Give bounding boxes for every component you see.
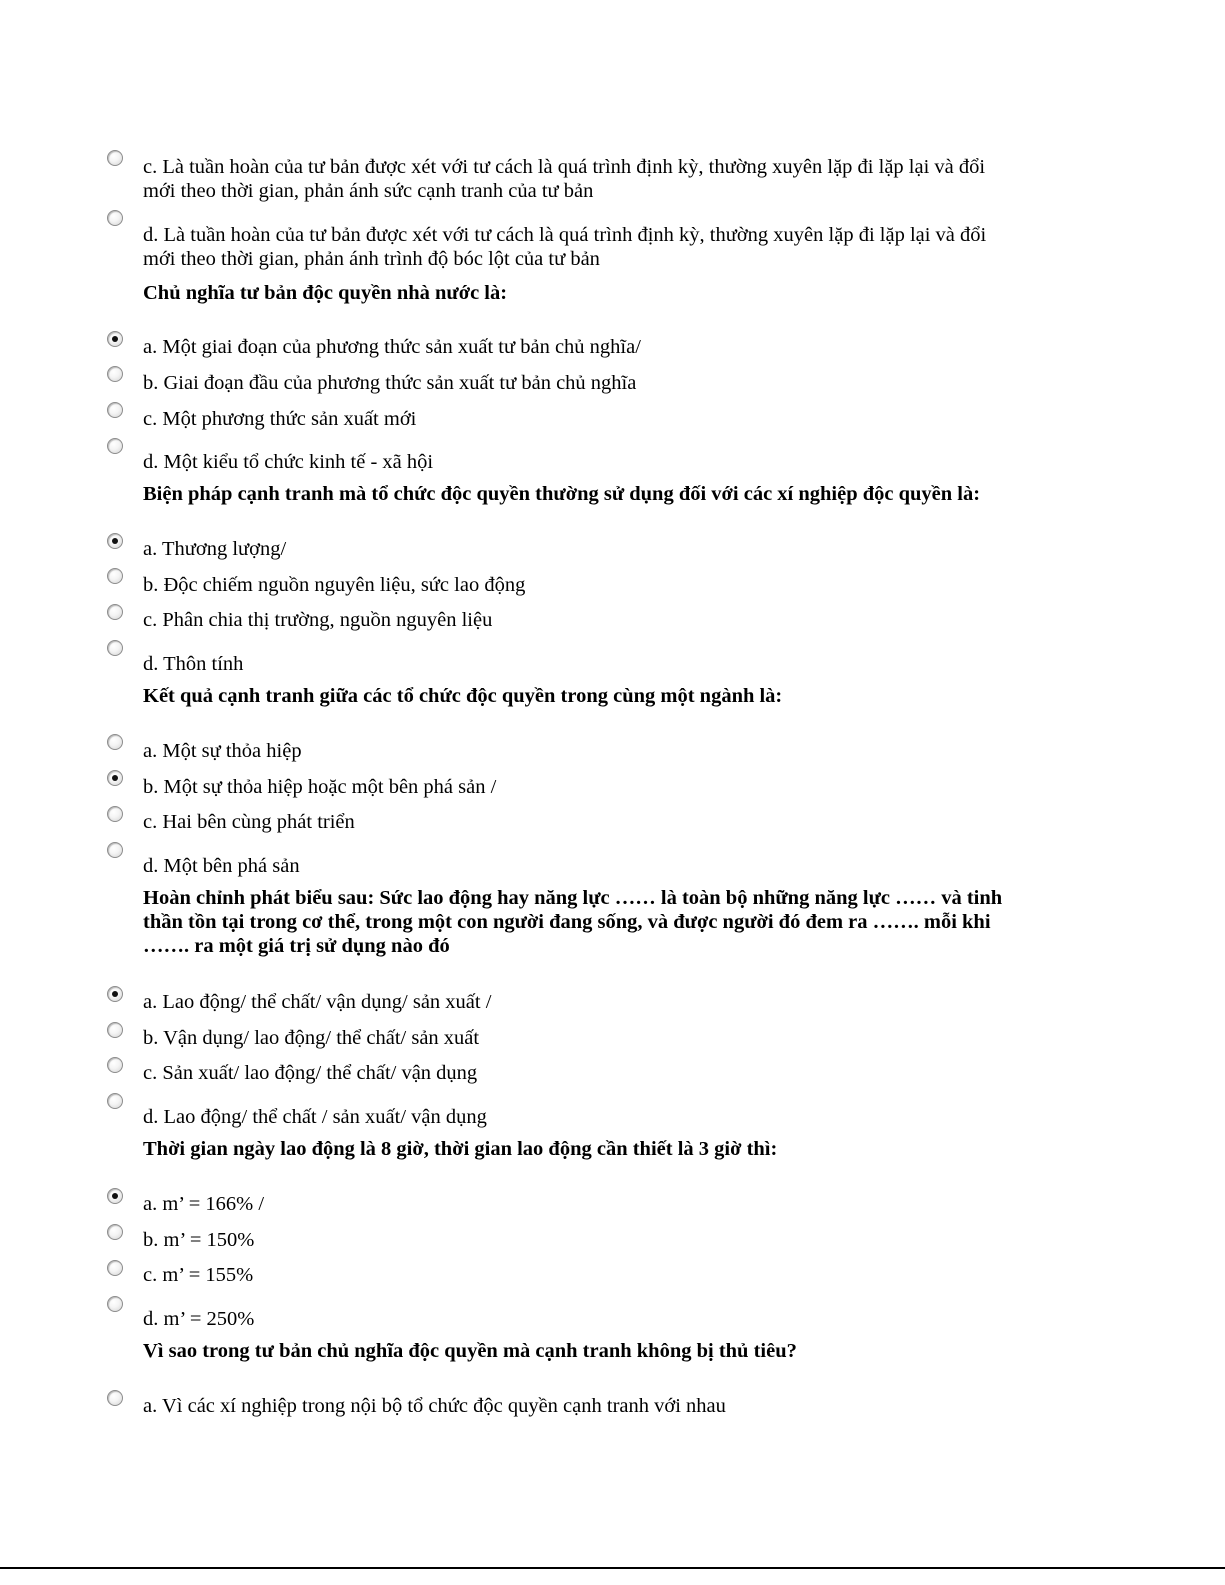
text-line: thần tồn tại trong cơ thể, trong một con người đang sống, và được người đó đem ra ……. mỗi khi [143,911,991,933]
answer-option-label [143,573,525,597]
question-text [143,684,782,708]
answer-option-label [143,407,416,431]
text-line: b. Vận dụng/ lao động/ thể chất/ sản xuất [143,1027,480,1049]
question-text [143,886,1002,958]
answer-option-label [143,1307,254,1331]
answer-radio-button[interactable] [107,533,123,549]
answer-radio-button[interactable] [107,1224,123,1240]
text-line: a. Một sự thỏa hiệp [143,740,302,762]
answer-option-label [143,1026,479,1050]
answer-radio-button[interactable] [107,640,123,656]
text-line: c. Hai bên cùng phát triển [143,811,355,833]
text-line: a. Một giai đoạn của phương thức sản xuất tư bản chủ nghĩa/ [143,336,641,358]
radio-selected-dot [112,991,118,997]
answer-radio-button[interactable] [107,806,123,822]
text-line: a. m’ = 166% / [143,1193,265,1215]
answer-radio-button[interactable] [107,1296,123,1312]
answer-radio-button[interactable] [107,366,123,382]
answer-radio-button[interactable] [107,1260,123,1276]
text-line: b. Giai đoạn đầu của phương thức sản xuất tư bản chủ nghĩa [143,372,637,394]
answer-option-label [143,223,986,271]
answer-radio-button[interactable] [107,770,123,786]
text-line: mới theo thời gian, phản ánh sức cạnh tranh của tư bản [143,180,594,202]
answer-option-label [143,1263,253,1287]
text-line: a. Vì các xí nghiệp trong nội bộ tổ chức độc quyền cạnh tranh với nhau [143,1395,726,1417]
text-line: mới theo thời gian, phản ánh trình độ bóc lột của tư bản [143,248,600,270]
answer-radio-button[interactable] [107,1390,123,1406]
text-line: ……. ra một giá trị sử dụng nào đó [143,935,450,957]
text-line: Thời gian ngày lao động là 8 giờ, thời gian lao động cần thiết là 3 giờ thì: [143,1138,778,1160]
text-line: c. Sản xuất/ lao động/ thể chất/ vận dụng [143,1062,478,1084]
text-line: d. Thôn tính [143,653,244,675]
answer-radio-button[interactable] [107,568,123,584]
text-line: c. Phân chia thị trường, nguồn nguyên liệu [143,609,493,631]
answer-option-label [143,155,985,203]
text-line: d. Lao động/ thể chất / sản xuất/ vận dụng [143,1106,487,1128]
answer-option-label [143,652,243,676]
answer-option-label [143,810,355,834]
answer-radio-button[interactable] [107,1093,123,1109]
text-line: a. Lao động/ thể chất/ vận dụng/ sản xuất / [143,991,492,1013]
bottom-rule [0,1567,1225,1569]
text-line: Biện pháp cạnh tranh mà tổ chức độc quyền thường sử dụng đối với các xí nghiệp độc quyền là: [143,483,981,505]
answer-option-label [143,1228,254,1252]
answer-option-label [143,1105,487,1129]
answer-radio-button[interactable] [107,842,123,858]
answer-radio-button[interactable] [107,1057,123,1073]
answer-radio-button[interactable] [107,604,123,620]
answer-option-label [143,608,492,632]
text-line: c. Một phương thức sản xuất mới [143,408,417,430]
question-text [143,1137,777,1161]
answer-option-label [143,371,636,395]
radio-selected-dot [112,775,118,781]
answer-radio-button[interactable] [107,150,123,166]
question-text [143,281,507,305]
answer-option-label [143,990,491,1014]
text-line: b. Độc chiếm nguồn nguyên liệu, sức lao động [143,574,526,596]
text-line: b. Một sự thỏa hiệp hoặc một bên phá sản / [143,776,497,798]
text-line: a. Thương lượng/ [143,538,287,560]
text-line: Vì sao trong tư bản chủ nghĩa độc quyền mà cạnh tranh không bị thủ tiêu? [143,1340,797,1362]
answer-radio-button[interactable] [107,734,123,750]
text-line: d. m’ = 250% [143,1308,255,1330]
text-line: d. Một bên phá sản [143,855,300,877]
text-line: b. m’ = 150% [143,1229,255,1251]
answer-option-label [143,775,496,799]
answer-option-label [143,1192,264,1216]
answer-radio-button[interactable] [107,402,123,418]
question-text [143,482,980,506]
radio-selected-dot [112,538,118,544]
text-line: Chủ nghĩa tư bản độc quyền nhà nước là: [143,282,508,304]
answer-option-label [143,450,433,474]
text-line: d. Một kiểu tổ chức kinh tế - xã hội [143,451,434,473]
text-line: c. m’ = 155% [143,1264,254,1286]
answer-option-label [143,1394,726,1418]
answer-option-label [143,335,641,359]
text-line: c. Là tuần hoàn của tư bản được xét với tư cách là quá trình định kỳ, thường xuyên lặp đi lặp lại và đổi [143,156,986,178]
answer-radio-button[interactable] [107,1022,123,1038]
answer-option-label [143,537,286,561]
text-line: Hoàn chỉnh phát biểu sau: Sức lao động hay năng lực …… là toàn bộ những năng lực …… và tinh [143,887,1003,909]
answer-radio-button[interactable] [107,986,123,1002]
answer-option-label [143,739,302,763]
answer-radio-button[interactable] [107,331,123,347]
answer-radio-button[interactable] [107,210,123,226]
radio-selected-dot [112,1193,118,1199]
text-line: Kết quả cạnh tranh giữa các tổ chức độc quyền trong cùng một ngành là: [143,685,783,707]
answer-option-label [143,854,300,878]
answer-radio-button[interactable] [107,1188,123,1204]
question-text [143,1339,797,1363]
text-line: d. Là tuần hoàn của tư bản được xét với tư cách là quá trình định kỳ, thường xuyên lặp đi lặp lại và đổi [143,224,987,246]
answer-option-label [143,1061,477,1085]
radio-selected-dot [112,336,118,342]
answer-radio-button[interactable] [107,438,123,454]
